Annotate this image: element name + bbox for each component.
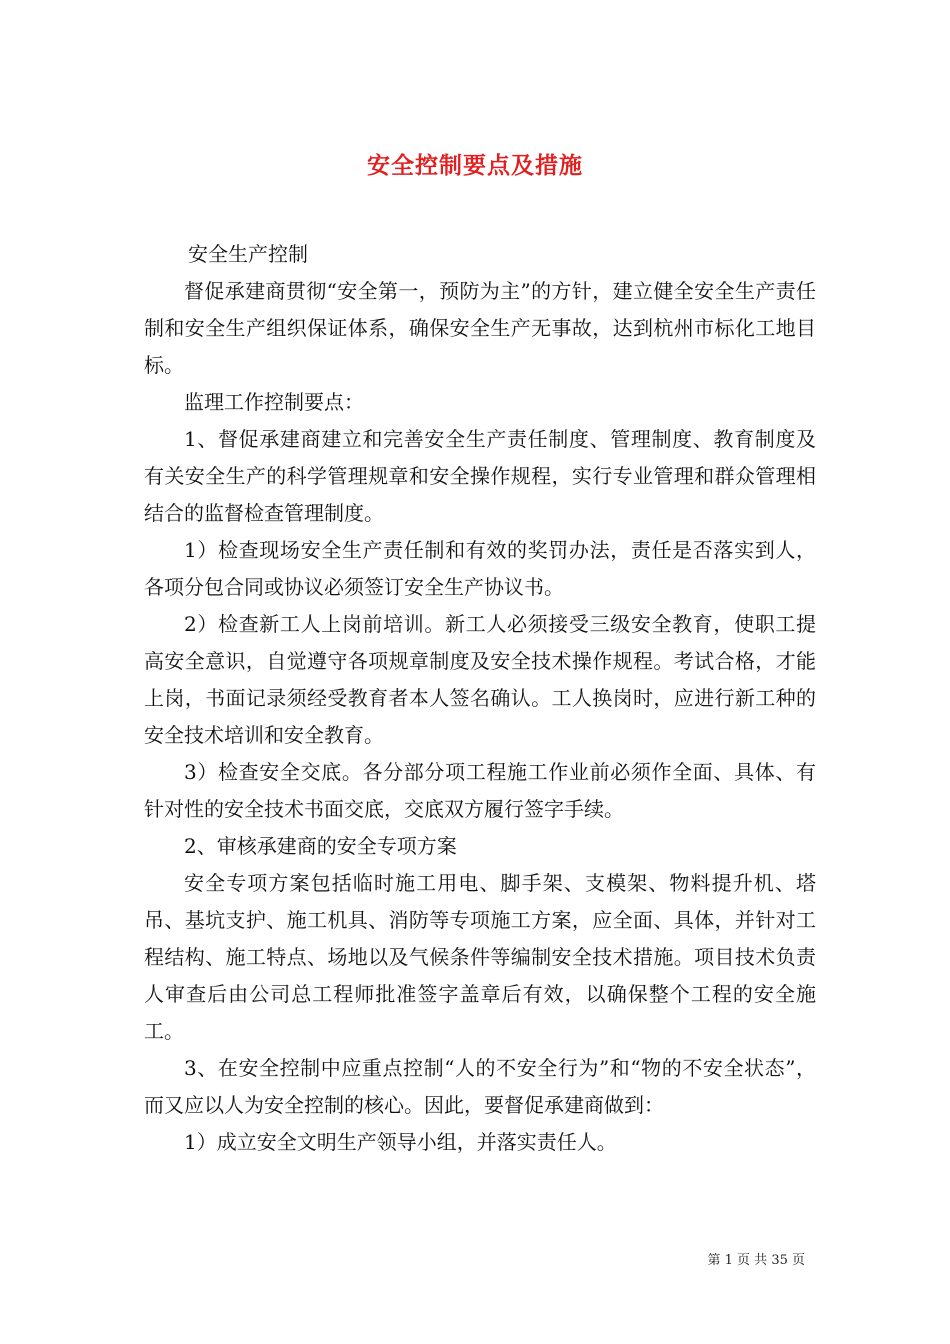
sub-item-1-1: 1）检查现场安全生产责任制和有效的奖罚办法，责任是否落实到人，各项分包合同或协议必须签订安全生产协议书。 <box>144 538 816 599</box>
sub-item-3-1: 1）成立安全文明生产领导小组，并落实责任人。 <box>184 1130 617 1154</box>
subheading-supervision-points: 监理工作控制要点： <box>184 390 364 414</box>
page-number: 第 1 页 共 35 页 <box>707 1253 805 1268</box>
paragraph: 督促承建商贯彻“安全第一，预防为主”的方针，建立健全安全生产责任制和安全生产组织保证体系，确保安全生产无事故，达到杭州市标化工地目标。 <box>144 279 816 377</box>
sub-item-1-3: 3）检查安全交底。各分部分项工程施工作业前必须作全面、具体、有针对性的安全技术书面交底，交底双方履行签字手续。 <box>144 760 816 821</box>
section-heading-safety-production-control: 安全生产控制 <box>188 242 308 266</box>
paragraph: 安全专项方案包括临时施工用电、脚手架、支模架、物料提升机、塔吊、基坑支护、施工机具、消防等专项施工方案，应全面、具体，并针对工程结构、施工特点、场地以及气候条件等编制安全技术措施。项目技术负责人审查后由公司总工程师批准签字盖章后有效，以确保整个工程的安全施工。 <box>144 871 816 1043</box>
list-item-2: 2、审核承建商的安全专项方案 <box>184 834 457 858</box>
sub-item-1-2: 2）检查新工人上岗前培训。新工人必须接受三级安全教育，使职工提高安全意识，自觉遵守各项规章制度及安全技术操作规程。考试合格，才能上岗，书面记录须经受教育者本人签名确认。工人换岗时，应进行新工种的安全技术培训和安全教育。 <box>144 612 816 747</box>
list-item-1: 1、督促承建商建立和完善安全生产责任制度、管理制度、教育制度及有关安全生产的科学管理规章和安全操作规程，实行专业管理和群众管理相结合的监督检查管理制度。 <box>144 427 816 525</box>
document-title: 安全控制要点及措施 <box>367 152 583 180</box>
document-body <box>144 236 816 1161</box>
list-item-3: 3、在安全控制中应重点控制“人的不安全行为”和“物的不安全状态”，而又应以人为安全控制的核心。因此，要督促承建商做到： <box>144 1056 816 1117</box>
